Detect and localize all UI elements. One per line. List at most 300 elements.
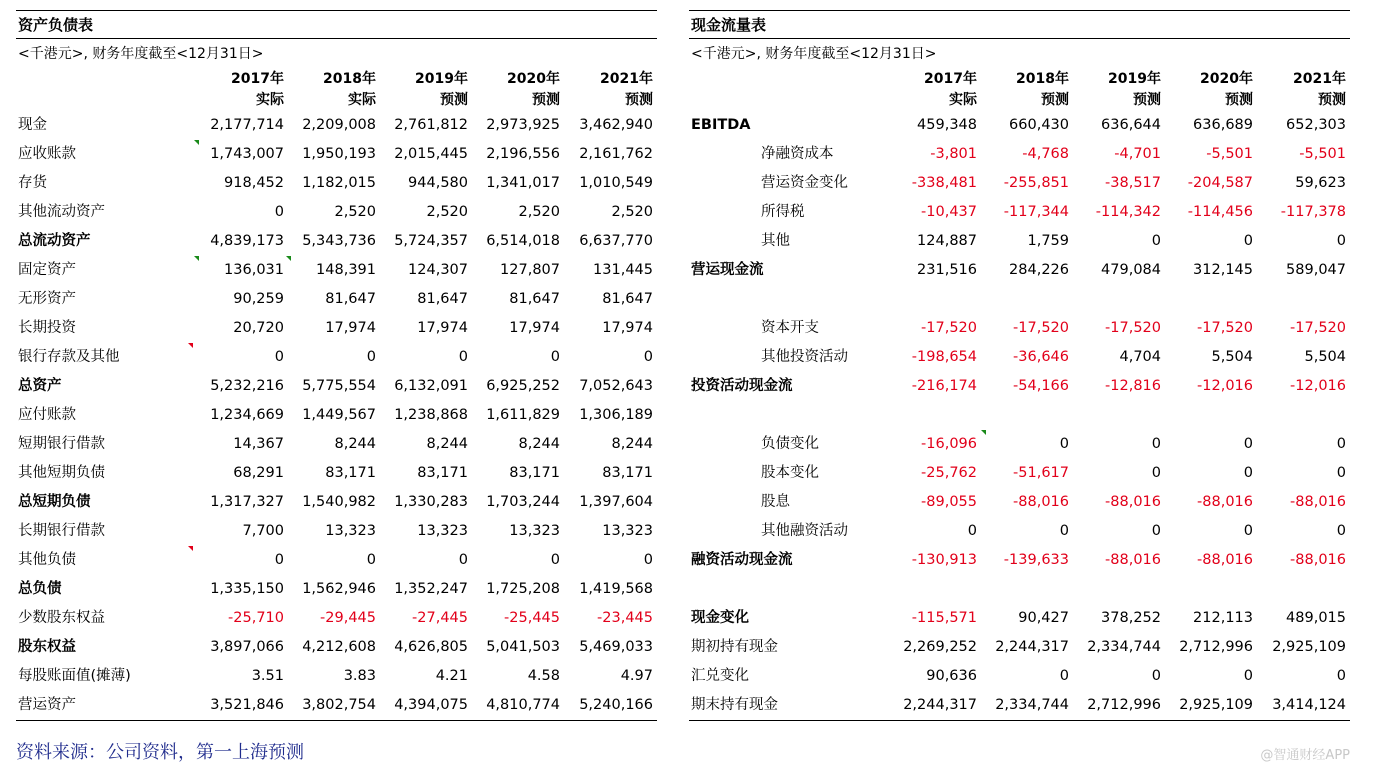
cf-cell: 0 bbox=[1336, 436, 1346, 452]
bs-cell: 0 bbox=[366, 349, 376, 365]
cf-year-tag: 预测 bbox=[1133, 92, 1161, 108]
bs-year-header bbox=[194, 69, 284, 111]
bs-cell: 124,307 bbox=[408, 262, 468, 278]
cf-cell: 2,712,996 bbox=[1179, 639, 1253, 655]
cf-row-label: 投资活动现金流 bbox=[691, 378, 793, 394]
balance-sheet-rows bbox=[16, 111, 657, 721]
bs-cell: 13,323 bbox=[602, 523, 653, 539]
cf-cell: -12,016 bbox=[1290, 378, 1346, 394]
bs-year-tag: 实际 bbox=[348, 92, 376, 108]
bs-cell: 4.58 bbox=[527, 668, 560, 684]
cf-row bbox=[689, 140, 1350, 169]
cf-cell: -17,520 bbox=[1013, 320, 1069, 336]
bs-cell: 1,317,327 bbox=[210, 494, 284, 510]
bs-cell: 5,724,357 bbox=[394, 233, 468, 249]
cf-cell: 284,226 bbox=[1009, 262, 1069, 278]
cf-cell: -255,851 bbox=[1003, 175, 1069, 191]
bs-cell: 0 bbox=[550, 552, 560, 568]
bs-row-label: 应付账款 bbox=[18, 407, 76, 423]
cf-cell: 2,269,252 bbox=[903, 639, 977, 655]
cf-cell: -216,174 bbox=[911, 378, 977, 394]
cf-row bbox=[689, 314, 1350, 343]
cf-cell: -17,520 bbox=[1105, 320, 1161, 336]
cf-cell: -17,520 bbox=[1290, 320, 1346, 336]
bs-year-tag: 实际 bbox=[256, 92, 284, 108]
cf-cell: 4,704 bbox=[1119, 349, 1161, 365]
bs-year-header bbox=[286, 69, 376, 111]
bs-cell: 1,306,189 bbox=[579, 407, 653, 423]
cf-year-label: 2019年 bbox=[1108, 71, 1161, 87]
bs-cell: 1,397,604 bbox=[579, 494, 653, 510]
cf-cell: 2,925,109 bbox=[1272, 639, 1346, 655]
cash-flow-panel bbox=[689, 10, 1350, 721]
cf-cell: -89,055 bbox=[921, 494, 977, 510]
bs-cell: 83,171 bbox=[602, 465, 653, 481]
bs-cell: 3,802,754 bbox=[302, 697, 376, 713]
cf-cell: 90,636 bbox=[926, 668, 977, 684]
cf-cell: 589,047 bbox=[1286, 262, 1346, 278]
balance-sheet-title: 资产负债表 bbox=[16, 10, 657, 39]
bs-cell: 4.97 bbox=[620, 668, 653, 684]
bs-cell: 6,132,091 bbox=[394, 378, 468, 394]
bs-cell: 6,514,018 bbox=[486, 233, 560, 249]
bs-row-label: 现金 bbox=[18, 117, 47, 133]
cf-cell: 636,644 bbox=[1101, 117, 1161, 133]
bs-cell: 4,394,075 bbox=[394, 697, 468, 713]
bs-row bbox=[16, 517, 657, 546]
bs-cell: 8,244 bbox=[426, 436, 468, 452]
bs-cell: 2,973,925 bbox=[486, 117, 560, 133]
bs-row-label: 无形资产 bbox=[18, 291, 76, 307]
cf-cell: -88,016 bbox=[1105, 552, 1161, 568]
source-note: 资料来源：公司资料，第一上海预测 bbox=[16, 742, 304, 763]
cf-cell: -17,520 bbox=[1197, 320, 1253, 336]
balance-sheet-panel bbox=[16, 10, 657, 721]
bs-cell: 83,171 bbox=[417, 465, 468, 481]
cash-flow-rows bbox=[689, 111, 1350, 721]
bs-cell: 1,703,244 bbox=[486, 494, 560, 510]
bs-cell: 1,950,193 bbox=[302, 146, 376, 162]
cf-cell: 0 bbox=[1336, 523, 1346, 539]
bs-cell: 918,452 bbox=[224, 175, 284, 191]
cf-cell: 378,252 bbox=[1101, 610, 1161, 626]
cf-year-tag: 实际 bbox=[949, 92, 977, 108]
cell-comment-marker bbox=[286, 256, 291, 261]
bs-cell: 0 bbox=[366, 552, 376, 568]
cf-row bbox=[689, 662, 1350, 691]
cf-row bbox=[689, 604, 1350, 633]
cf-cell: 0 bbox=[1151, 436, 1161, 452]
bs-row bbox=[16, 546, 657, 575]
bs-row bbox=[16, 169, 657, 198]
cf-cell: -88,016 bbox=[1290, 552, 1346, 568]
bs-cell: 2,015,445 bbox=[394, 146, 468, 162]
bs-cell: 2,761,812 bbox=[394, 117, 468, 133]
cf-year-tag: 预测 bbox=[1225, 92, 1253, 108]
cf-year-label: 2018年 bbox=[1016, 71, 1069, 87]
cf-year-label: 2017年 bbox=[924, 71, 977, 87]
cf-cell: -338,481 bbox=[911, 175, 977, 191]
bs-cell: 1,238,868 bbox=[394, 407, 468, 423]
cf-cell: 5,504 bbox=[1211, 349, 1253, 365]
bs-row-label: 总短期负债 bbox=[18, 494, 91, 510]
bs-cell: 83,171 bbox=[509, 465, 560, 481]
bs-year-header bbox=[378, 69, 468, 111]
bs-cell: 1,352,247 bbox=[394, 581, 468, 597]
bs-row bbox=[16, 343, 657, 372]
cf-cell: -204,587 bbox=[1187, 175, 1253, 191]
cf-row bbox=[689, 517, 1350, 546]
cell-comment-marker bbox=[981, 430, 986, 435]
bs-cell: 90,259 bbox=[233, 291, 284, 307]
cf-cell: -4,768 bbox=[1022, 146, 1069, 162]
bs-row bbox=[16, 430, 657, 459]
cf-year-tag: 预测 bbox=[1041, 92, 1069, 108]
cf-row-label: EBITDA bbox=[691, 117, 751, 133]
bs-cell: 2,177,714 bbox=[210, 117, 284, 133]
bs-cell: 1,449,567 bbox=[302, 407, 376, 423]
bs-row-label: 其他短期负债 bbox=[18, 465, 105, 481]
cf-row bbox=[689, 546, 1350, 575]
bs-cell: 2,196,556 bbox=[486, 146, 560, 162]
cf-cell: -117,378 bbox=[1280, 204, 1346, 220]
cf-cell: 0 bbox=[967, 523, 977, 539]
bs-cell: 1,330,283 bbox=[394, 494, 468, 510]
cf-cell: -51,617 bbox=[1013, 465, 1069, 481]
bs-cell: 5,343,736 bbox=[302, 233, 376, 249]
bs-year-label: 2020年 bbox=[507, 71, 560, 87]
cf-year-header bbox=[1071, 69, 1161, 111]
bs-cell: 4,839,173 bbox=[210, 233, 284, 249]
bs-year-label: 2018年 bbox=[323, 71, 376, 87]
bs-cell: 2,209,008 bbox=[302, 117, 376, 133]
bs-year-label: 2021年 bbox=[600, 71, 653, 87]
cf-year-label: 2021年 bbox=[1293, 71, 1346, 87]
cf-cell: -88,016 bbox=[1197, 494, 1253, 510]
cf-cell: 489,015 bbox=[1286, 610, 1346, 626]
bs-year-tag: 预测 bbox=[625, 92, 653, 108]
cf-cell: 0 bbox=[1059, 436, 1069, 452]
cf-cell: -88,016 bbox=[1197, 552, 1253, 568]
cf-cell: 90,427 bbox=[1018, 610, 1069, 626]
bs-cell: 1,562,946 bbox=[302, 581, 376, 597]
bs-cell: 4,212,608 bbox=[302, 639, 376, 655]
bs-cell: -29,445 bbox=[320, 610, 376, 626]
cf-row bbox=[689, 459, 1350, 488]
bs-cell: 0 bbox=[274, 552, 284, 568]
bs-row-label: 存货 bbox=[18, 175, 47, 191]
cf-cell: -88,016 bbox=[1013, 494, 1069, 510]
bs-cell: 2,520 bbox=[611, 204, 653, 220]
bs-cell: 20,720 bbox=[233, 320, 284, 336]
bs-cell: 1,743,007 bbox=[210, 146, 284, 162]
cf-cell: 231,516 bbox=[917, 262, 977, 278]
bs-cell: 17,974 bbox=[602, 320, 653, 336]
cf-cell: 0 bbox=[1336, 465, 1346, 481]
bs-cell: 1,725,208 bbox=[486, 581, 560, 597]
bs-cell: 4.21 bbox=[435, 668, 468, 684]
bs-cell: 1,540,982 bbox=[302, 494, 376, 510]
cf-row-label: 负债变化 bbox=[761, 436, 819, 452]
bs-cell: 5,240,166 bbox=[579, 697, 653, 713]
bs-cell: 3,521,846 bbox=[210, 697, 284, 713]
bs-cell: 7,052,643 bbox=[579, 378, 653, 394]
bs-row bbox=[16, 633, 657, 662]
bs-cell: 0 bbox=[643, 552, 653, 568]
bs-cell: 8,244 bbox=[518, 436, 560, 452]
bs-cell: 1,335,150 bbox=[210, 581, 284, 597]
cf-cell: 0 bbox=[1151, 465, 1161, 481]
watermark: @智通财经APP bbox=[1260, 748, 1350, 763]
cf-cell: 5,504 bbox=[1304, 349, 1346, 365]
cf-cell: -12,816 bbox=[1105, 378, 1161, 394]
cf-cell: 660,430 bbox=[1009, 117, 1069, 133]
bs-cell: 136,031 bbox=[224, 262, 284, 278]
cf-cell: -198,654 bbox=[911, 349, 977, 365]
bs-cell: 14,367 bbox=[233, 436, 284, 452]
cf-cell: -5,501 bbox=[1206, 146, 1253, 162]
cf-cell: -114,342 bbox=[1095, 204, 1161, 220]
cf-row bbox=[689, 372, 1350, 401]
bs-cell: 17,974 bbox=[325, 320, 376, 336]
bs-cell: 1,010,549 bbox=[579, 175, 653, 191]
bs-cell: 13,323 bbox=[325, 523, 376, 539]
bs-cell: 0 bbox=[458, 349, 468, 365]
cf-row-label: 融资活动现金流 bbox=[691, 552, 793, 568]
cf-year-tag: 预测 bbox=[1318, 92, 1346, 108]
cf-cell: 2,244,317 bbox=[995, 639, 1069, 655]
cf-row bbox=[689, 488, 1350, 517]
cf-row-label: 股息 bbox=[761, 494, 790, 510]
bs-row-label: 短期银行借款 bbox=[18, 436, 105, 452]
cf-row-label: 期末持有现金 bbox=[691, 697, 778, 713]
cf-cell: 2,334,744 bbox=[995, 697, 1069, 713]
bs-cell: -23,445 bbox=[597, 610, 653, 626]
cf-cell: 479,084 bbox=[1101, 262, 1161, 278]
bs-cell: 0 bbox=[274, 349, 284, 365]
bs-row-label: 股东权益 bbox=[18, 639, 76, 655]
bs-cell: 17,974 bbox=[417, 320, 468, 336]
cf-year-header bbox=[887, 69, 977, 111]
bs-cell: 5,469,033 bbox=[579, 639, 653, 655]
cf-cell: 0 bbox=[1151, 523, 1161, 539]
bs-row-label: 总流动资产 bbox=[18, 233, 91, 249]
cf-cell: 312,145 bbox=[1193, 262, 1253, 278]
cf-row-label: 资本开支 bbox=[761, 320, 819, 336]
bs-row bbox=[16, 604, 657, 633]
cf-year-header bbox=[979, 69, 1069, 111]
cf-cell: 2,244,317 bbox=[903, 697, 977, 713]
bs-row-label: 营运资产 bbox=[18, 697, 76, 713]
cf-cell: -38,517 bbox=[1105, 175, 1161, 191]
cf-row-label: 其他 bbox=[761, 233, 790, 249]
bs-cell: 944,580 bbox=[408, 175, 468, 191]
bs-row bbox=[16, 198, 657, 227]
cf-cell: 0 bbox=[1059, 523, 1069, 539]
cash-flow-header bbox=[689, 69, 1350, 111]
bs-row-label: 应收账款 bbox=[18, 146, 76, 162]
cf-cell: 0 bbox=[1243, 668, 1253, 684]
bs-row-label: 其他流动资产 bbox=[18, 204, 105, 220]
cash-flow-title: 现金流量表 bbox=[689, 10, 1350, 39]
cf-cell: 0 bbox=[1243, 233, 1253, 249]
cf-cell: -117,344 bbox=[1003, 204, 1069, 220]
bs-cell: 1,611,829 bbox=[486, 407, 560, 423]
bs-cell: 5,232,216 bbox=[210, 378, 284, 394]
bs-cell: 0 bbox=[643, 349, 653, 365]
bs-cell: 3,897,066 bbox=[210, 639, 284, 655]
bs-row bbox=[16, 140, 657, 169]
cf-cell: -10,437 bbox=[921, 204, 977, 220]
bs-cell: 8,244 bbox=[611, 436, 653, 452]
cf-cell: 652,303 bbox=[1286, 117, 1346, 133]
cf-cell: 0 bbox=[1243, 436, 1253, 452]
bs-cell: 0 bbox=[458, 552, 468, 568]
cf-row-label: 现金变化 bbox=[691, 610, 749, 626]
bs-cell: 4,626,805 bbox=[394, 639, 468, 655]
bs-cell: 0 bbox=[274, 204, 284, 220]
cf-cell: 2,334,744 bbox=[1087, 639, 1161, 655]
bs-row bbox=[16, 488, 657, 517]
cell-comment-marker bbox=[194, 256, 199, 261]
cf-year-header bbox=[1163, 69, 1253, 111]
cf-row bbox=[689, 198, 1350, 227]
bs-row-label: 每股账面值(摊薄) bbox=[18, 668, 131, 684]
bs-cell: 5,775,554 bbox=[302, 378, 376, 394]
cf-cell: -12,016 bbox=[1197, 378, 1253, 394]
cf-cell: 0 bbox=[1336, 668, 1346, 684]
bs-cell: 1,341,017 bbox=[486, 175, 560, 191]
cell-comment-marker bbox=[188, 546, 193, 551]
bs-row bbox=[16, 372, 657, 401]
cf-cell: -17,520 bbox=[921, 320, 977, 336]
cf-row bbox=[689, 285, 1350, 314]
bs-row-label: 总资产 bbox=[18, 378, 62, 394]
cf-cell: -25,762 bbox=[921, 465, 977, 481]
cf-cell: -130,913 bbox=[911, 552, 977, 568]
bs-cell: 4,810,774 bbox=[486, 697, 560, 713]
cf-row bbox=[689, 256, 1350, 285]
bs-cell: 2,161,762 bbox=[579, 146, 653, 162]
bs-cell: 127,807 bbox=[500, 262, 560, 278]
cash-flow-unit: <千港元>, 财务年度截至<12月31日> bbox=[691, 46, 937, 62]
cell-comment-marker bbox=[194, 140, 199, 145]
bs-cell: 6,637,770 bbox=[579, 233, 653, 249]
bs-year-tag: 预测 bbox=[440, 92, 468, 108]
bs-row bbox=[16, 227, 657, 256]
cf-row-label: 期初持有现金 bbox=[691, 639, 778, 655]
cf-row-label: 所得税 bbox=[761, 204, 805, 220]
bs-year-label: 2019年 bbox=[415, 71, 468, 87]
bs-row bbox=[16, 459, 657, 488]
bs-year-header bbox=[470, 69, 560, 111]
cf-year-header bbox=[1256, 69, 1346, 111]
cf-row bbox=[689, 111, 1350, 140]
cf-cell: -3,801 bbox=[930, 146, 977, 162]
bs-cell: 17,974 bbox=[509, 320, 560, 336]
cf-cell: 0 bbox=[1151, 233, 1161, 249]
bs-row-label: 长期银行借款 bbox=[18, 523, 105, 539]
bs-row bbox=[16, 256, 657, 285]
cf-cell: 59,623 bbox=[1295, 175, 1346, 191]
bs-cell: 2,520 bbox=[518, 204, 560, 220]
cf-cell: -4,701 bbox=[1114, 146, 1161, 162]
bs-cell: 81,647 bbox=[325, 291, 376, 307]
bs-cell: -25,445 bbox=[504, 610, 560, 626]
cf-cell: 1,759 bbox=[1027, 233, 1069, 249]
cf-cell: 3,414,124 bbox=[1272, 697, 1346, 713]
bs-cell: 81,647 bbox=[417, 291, 468, 307]
cf-row bbox=[689, 633, 1350, 662]
bs-cell: 3.51 bbox=[251, 668, 284, 684]
bs-cell: 81,647 bbox=[602, 291, 653, 307]
bs-row-label: 总负债 bbox=[18, 581, 62, 597]
cf-cell: 212,113 bbox=[1193, 610, 1253, 626]
cf-cell: -88,016 bbox=[1105, 494, 1161, 510]
cf-row-label: 汇兑变化 bbox=[691, 668, 749, 684]
bs-row bbox=[16, 285, 657, 314]
cf-row bbox=[689, 575, 1350, 604]
bs-cell: 3.83 bbox=[343, 668, 376, 684]
cf-cell: -16,096 bbox=[921, 436, 977, 452]
cf-cell: 0 bbox=[1059, 668, 1069, 684]
cf-cell: 2,712,996 bbox=[1087, 697, 1161, 713]
bs-year-tag: 预测 bbox=[532, 92, 560, 108]
cf-row bbox=[689, 343, 1350, 372]
bs-cell: 1,234,669 bbox=[210, 407, 284, 423]
bs-cell: 83,171 bbox=[325, 465, 376, 481]
cf-cell: 2,925,109 bbox=[1179, 697, 1253, 713]
bs-year-header bbox=[563, 69, 653, 111]
bs-cell: 13,323 bbox=[417, 523, 468, 539]
bs-cell: 1,419,568 bbox=[579, 581, 653, 597]
bs-row bbox=[16, 662, 657, 691]
cf-year-label: 2020年 bbox=[1200, 71, 1253, 87]
cf-cell: -54,166 bbox=[1013, 378, 1069, 394]
cf-row-label: 其他投资活动 bbox=[761, 349, 848, 365]
cf-row-label: 净融资成本 bbox=[761, 146, 834, 162]
bs-cell: 8,244 bbox=[334, 436, 376, 452]
bs-cell: 81,647 bbox=[509, 291, 560, 307]
bs-year-label: 2017年 bbox=[231, 71, 284, 87]
cf-cell: -114,456 bbox=[1187, 204, 1253, 220]
bs-row bbox=[16, 314, 657, 343]
bs-cell: 148,391 bbox=[316, 262, 376, 278]
cf-row bbox=[689, 691, 1350, 721]
cf-cell: 124,887 bbox=[917, 233, 977, 249]
cf-cell: -139,633 bbox=[1003, 552, 1069, 568]
bs-row bbox=[16, 111, 657, 140]
bs-row-label: 固定资产 bbox=[18, 262, 76, 278]
balance-sheet-header bbox=[16, 69, 657, 111]
cf-cell: -115,571 bbox=[911, 610, 977, 626]
bs-cell: 3,462,940 bbox=[579, 117, 653, 133]
bs-cell: 2,520 bbox=[334, 204, 376, 220]
cf-cell: -88,016 bbox=[1290, 494, 1346, 510]
bs-cell: 13,323 bbox=[509, 523, 560, 539]
cf-row-label: 营运现金流 bbox=[691, 262, 764, 278]
cf-row bbox=[689, 430, 1350, 459]
bs-cell: 1,182,015 bbox=[302, 175, 376, 191]
bs-row bbox=[16, 575, 657, 604]
bs-cell: 68,291 bbox=[233, 465, 284, 481]
cf-row bbox=[689, 401, 1350, 430]
cf-row-label: 其他融资活动 bbox=[761, 523, 848, 539]
cf-cell: 459,348 bbox=[917, 117, 977, 133]
cf-cell: 0 bbox=[1336, 233, 1346, 249]
bs-cell: -25,710 bbox=[228, 610, 284, 626]
cf-cell: 636,689 bbox=[1193, 117, 1253, 133]
